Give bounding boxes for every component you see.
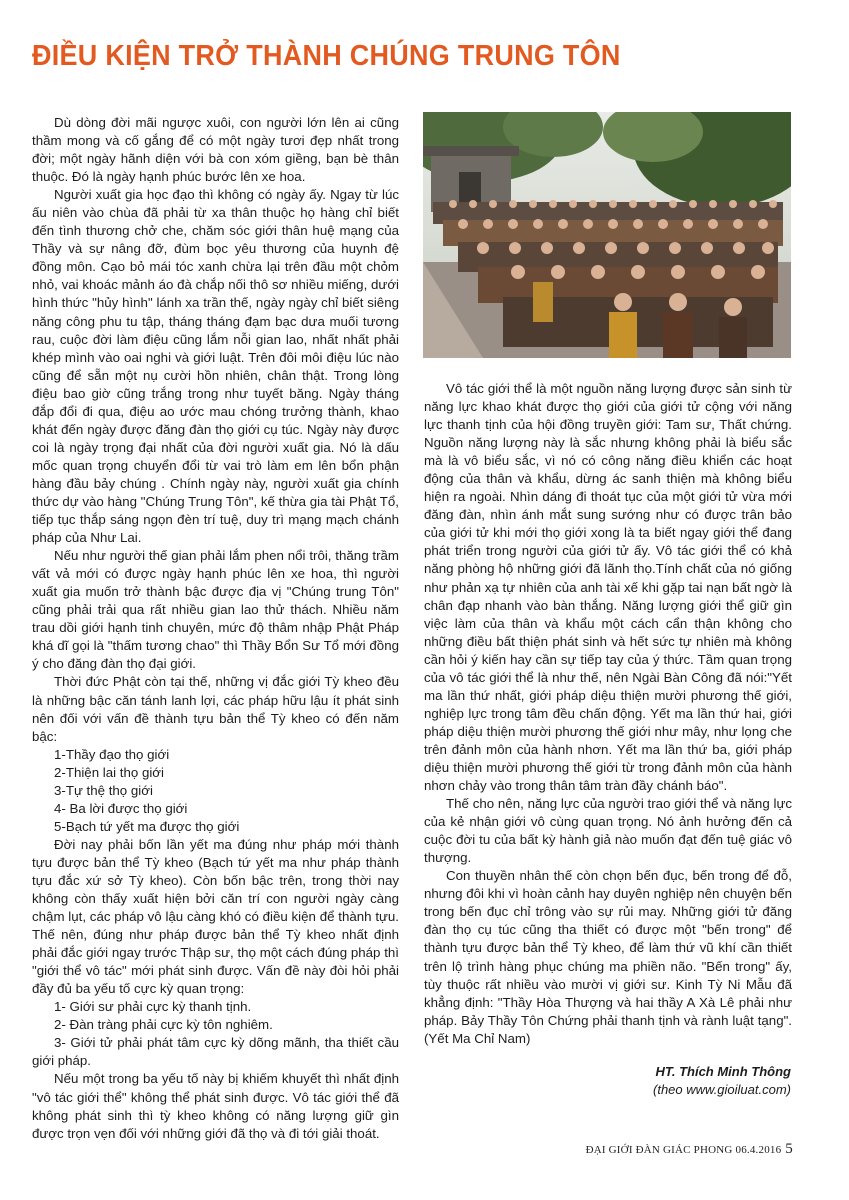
ceremony-photo [423, 112, 791, 358]
paragraph: Nếu một trong ba yếu tố này bị khiếm khuyết thì nhất định "vô tác giới thể" không thể phát sinh được. Vô tác giới thể đã không phát sinh thì tỳ kheo không có năng lượng giữ gìn được trọn vẹn đối với những giới đã thọ và đi tới giải thoát. [32, 1071, 399, 1141]
page-number: 5 [785, 1141, 793, 1157]
list-item: 3- Giới tử phải phát tâm cực kỳ dõng mãnh, tha thiết cầu giới pháp. [32, 1035, 399, 1069]
page-footer [586, 1141, 793, 1158]
list-item: 1- Giới sư phải cực kỳ thanh tịnh. [54, 999, 252, 1015]
paragraph: Vô tác giới thể là một nguồn năng lượng được sản sinh từ năng lực khao khát được thọ giới của giới tử cộng với năng lực thanh tịnh của hội đồng truyền giới: Tam sư, Thất chứng. Nguồn năng lượng này là sắc nhưng không phải là biểu sắc mà là vô biểu sắc, vì nó có công năng điều khiển các hoạt động của thân và khẩu, dừng ác sanh thiện mà không biểu hiện ra ngoài. Nhìn dáng đi thoát tục của một giới tử vừa mới đăng đàn, nhìn ánh mắt sung sướng như có được trân bảo của giới tử khi mới thọ giới xong là ta biết ngay giới thể đang phát triển trong người của giới tử ấy. Vô tác giới thể có khả năng phòng hộ những giới đã lãnh thọ.Tính chất của nó giống như phản xạ tự nhiên của anh tài xế khi gặp tai nạn bất ngờ là chân đạp nhanh vào bàn thắng. Năng lượng giới thể giữ gìn việc làm của thân và khẩu một cách cẩn thận không cho những điều bất thiện phát sinh và hết sức tự nhiên mà không cần hỏi ý kiến hay cần sự tiếp tay của ý thức. Tầm quan trọng của vô tác giới thể là như thế, nên Ngài Bàn Công đã nói:"Yết ma lần thứ nhất, giới pháp diệu thiện mười phương thế giới, nghiệp lực trong tâm đều chấn động. Yết ma lần thứ hai, giới pháp diệu thiện mười phương thế giới như mây, như lọng che trên đảnh môn của hành nhơn. Yết ma lần thứ ba, giới pháp diệu thiện mười phương thế giới từ trong đảnh môn của hành nhơn chảy vào trong thân tâm tràn đầy chánh báo". [424, 381, 792, 794]
list-item: 5-Bạch tứ yết ma được thọ giới [54, 818, 240, 834]
author-name: HT. Thích Minh Thông [655, 1064, 791, 1079]
ceremony-photo-illustration [423, 112, 791, 358]
source-link: (theo www.gioiluat.com) [653, 1082, 791, 1097]
paragraph: Đời nay phải bốn lần yết ma đúng như pháp mới thành tựu được bản thể Tỳ kheo (Bạch tứ yết ma như pháp thành tựu đắc xứ sở Tỳ kheo). Còn bốn bậc trên, trong thời nay không còn thấy xuất hiện bởi căn trí con người ngày càng chậm lụt, các pháp vô lậu càng khó có điều kiện để thành tựu. Thế nên, đúng như pháp được bản thể Tỳ kheo nhất định phải đắc giới ngay trước Thập sư, thọ một cách đúng pháp thì "giới thể vô tác" mới phát sinh được. Vấn đề này đòi hỏi phải đầy đủ ba yếu tố cực kỳ quan trọng: [32, 836, 399, 997]
list-item: 4- Ba lời được thọ giới [54, 800, 188, 816]
signature-block [653, 1063, 791, 1099]
paragraph: Người xuất gia học đạo thì không có ngày ấy. Ngay từ lúc ấu niên vào chùa đã phải từ xa thân thuộc họ hàng chỉ biết đến tình thương chở che, chăm sóc giới thân huệ mạng của Thầy và sự nâng đỡ, đùm bọc yêu thương của huynh đệ đồng môn. Cạo bỏ mái tóc xanh chừa lại trên đầu một chỏm nhỏ, vai khoác mảnh áo đà chắp nối thô sơ nhiều miếng, dưới hình thức "hủy hình" lánh xa trần thế, ngày ngày chỉ biết siêng năng công phu tu tập, tháng tháng đạm bạc dưa muối tương rau, cuộc đời làm điệu cũng lắm nỗi gian lao, nhất nhất phải khép mình vào oai nghi và giới luật. Trên đôi môi điệu lúc nào cũng để sẵn một nụ cười hồn nhiên, chân thật. Trong lòng điệu bao giờ cũng trắng trong như tuyết băng. Ngày tháng đắp đổi đi qua, điệu ao ước mau chóng trưởng thành, khao khát đến ngày được đăng đàn thọ giới cụ túc. Ngày này được coi là ngày trọng đại nhất của đời người xuất gia. Nó là dấu mốc quan trọng chuyển đổi từ vai trò làm em lên bổn phận hàng đầu bảy chúng . Chính ngày này, người xuất gia chính thức dự vào hàng "Chúng Trung Tôn", kế thừa gia tài Phật Tổ, tiếp tục thắp sáng ngọn đèn trí tuệ, duy trì mạng mạch chánh pháp của Như Lai. [32, 187, 399, 546]
paragraph: Thời đức Phật còn tại thế, những vị đắc giới Tỳ kheo đều là những bậc căn tánh lanh lợi, các pháp hữu lậu ít phát sinh nên đối với vấn đề thành tựu bản thể Tỳ kheo có đến năm bậc: [32, 674, 399, 744]
paragraph: Dù dòng đời mãi ngược xuôi, con người lớn lên ai cũng thầm mong và cố gắng để có một ngày tươi đẹp nhất trong đời; một ngày hãnh diện với bà con xóm giềng, bạn bè thân thuộc. Đó là ngày hạnh phúc bước lên xe hoa. [32, 115, 399, 185]
list-item: 2-Thiện lai thọ giới [54, 764, 164, 780]
paragraph: Con thuyền nhân thế còn chọn bến đục, bến trong để đỗ, nhưng đôi khi vì hoàn cảnh hay duyên nghiệp nên chuyện bến trong bến đục chỉ trông vào sự rủi may. Những giới tử đăng đàn thọ cụ túc cũng tha thiết có được một "bến trong" để thành tựu được bản thể Tỳ kheo, để làm thứ vũ khí cần thiết trên lộ trình hàng phục chúng ma phiền não. "Bến trong" ấy, tùy thuộc rất nhiều vào mười vị giới sư. Kinh Tỳ Ni Mẫu đã khẳng định: "Thầy Hòa Thượng và hai thầy A Xà Lê phải như pháp. Bảy Thầy Tôn Chứng phải thanh tịnh và rành luật tạng". (Yết Ma Chỉ Nam) [424, 868, 792, 1046]
list-item: 2- Đàn tràng phải cực kỳ tôn nghiêm. [54, 1017, 273, 1033]
list-item: 1-Thầy đạo thọ giới [54, 746, 170, 762]
paragraph: Thế cho nên, năng lực của người trao giới thể và năng lực của kẻ nhận giới vô cùng quan trọng. Nó ảnh hưởng đến cả cuộc đời tu của bất kỳ hành giả nào muốn đạt đến tuệ giác vô thượng. [424, 796, 792, 866]
publication-name: ĐẠI GIỚI ĐÀN GIÁC PHONG 06.4.2016 [585, 1144, 782, 1156]
paragraph: Nếu như người thế gian phải lắm phen nổi trôi, thăng trầm vất vả mới có được ngày hạnh phúc lên xe hoa, thì người xuất gia muốn trở thành bậc được địa vị "Chúng trung Tôn" cũng phải trải qua rất nhiều gian lao thử thách. Nhiều năm trau dồi giới hạnh tinh chuyên, mức độ thâm nhập Phật Pháp khá dĩ gọi là "thấm tương chao" thì Thầy Bổn Sư Tổ mới đồng ý cho đăng đàn thọ đại giới. [32, 548, 399, 672]
right-column [424, 380, 792, 1048]
article-title: ĐIỀU KIỆN TRỞ THÀNH CHÚNG TRUNG TÔN [32, 40, 621, 72]
left-column [32, 114, 399, 1143]
list-item: 3-Tự thệ thọ giới [54, 782, 153, 798]
